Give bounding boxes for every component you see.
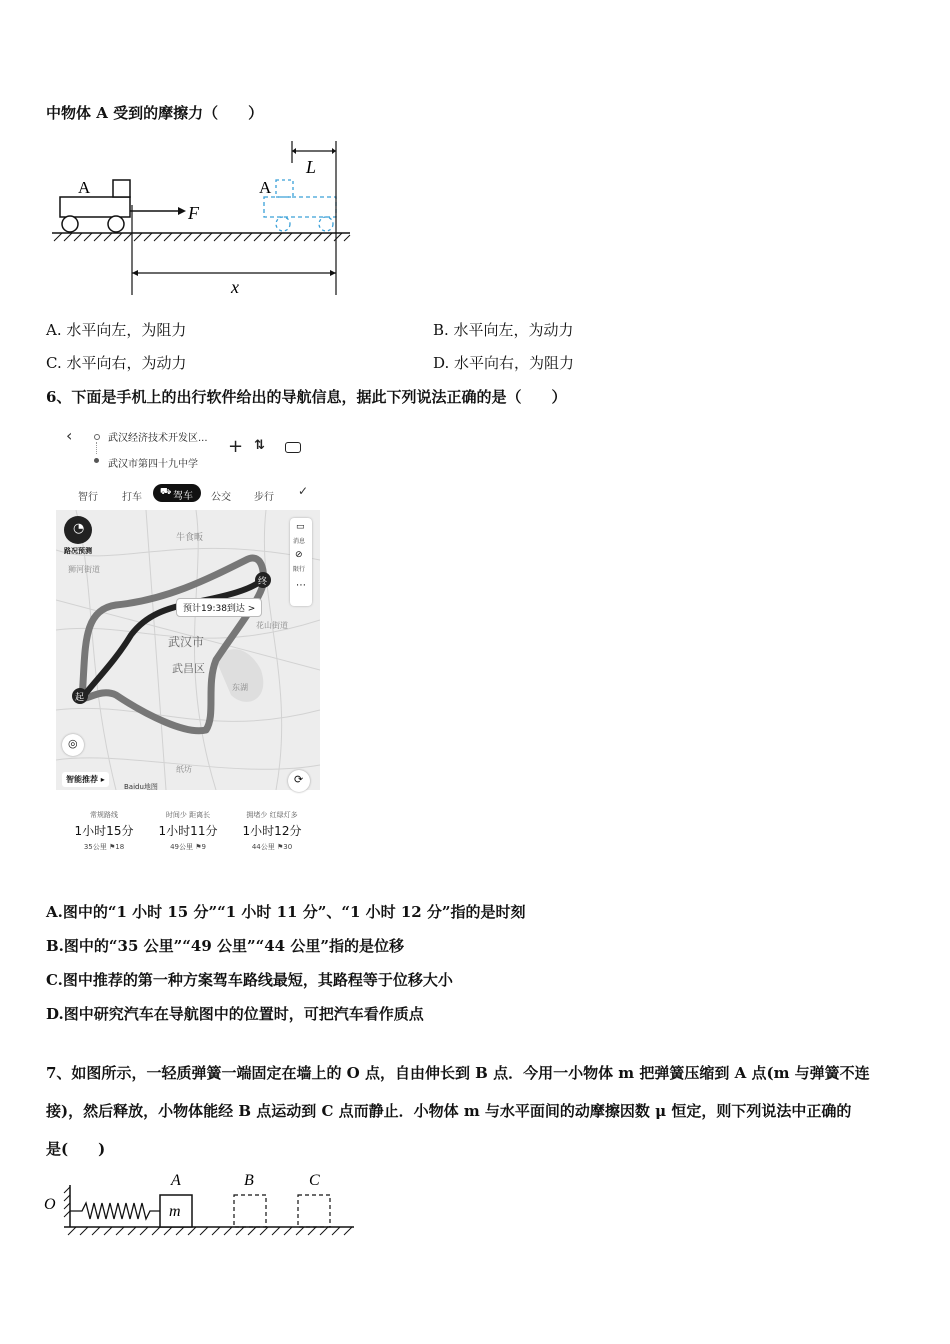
road-status-label: 路况预测 [64, 547, 92, 555]
tab-walk[interactable]: 步行 [254, 492, 274, 503]
route-map[interactable] [56, 510, 320, 790]
tab-drive-label: 驾车 [173, 491, 193, 502]
cart-dashed-body [264, 197, 336, 217]
speedometer-icon[interactable]: ◔ [64, 516, 92, 544]
add-stop-icon[interactable]: + [228, 436, 244, 457]
label-o: O [44, 1196, 56, 1213]
tab-more-icon[interactable]: ✓ [298, 484, 309, 498]
route-info: 35公里 ⚑18 [83, 843, 125, 851]
refresh-icon[interactable]: ⟳ [288, 770, 310, 792]
q5-cart-figure [46, 135, 366, 300]
block-a [113, 180, 130, 197]
back-icon[interactable]: ‹ [66, 426, 73, 445]
map-label: 纸坊 [176, 765, 192, 774]
label-f: F [188, 203, 199, 223]
block-a-dashed [276, 180, 293, 197]
route-time: 1小时15分 [74, 824, 134, 838]
q5-option-d: D. 水平向右，为阻力 [433, 354, 575, 372]
q7-line-2: 接)，然后释放，小物体能经 B 点运动到 C 点而静止．小物体 m 与水平面间的动摩擦因数 μ 恒定，则下列说法中正确的 [46, 1102, 852, 1120]
label-a: A [171, 1172, 181, 1189]
map-label: 牛食畈 [176, 533, 204, 543]
q7-stem [46, 1054, 908, 1168]
restriction-icon[interactable]: ⊘ [295, 550, 303, 560]
map-label: 武汉市 [168, 635, 205, 649]
q6-option-d: D.图中研究汽车在导航图中的位置时，可把汽车看作质点 [46, 1005, 424, 1023]
label-m: m [169, 1203, 181, 1220]
tab-zhixing[interactable]: 智行 [78, 492, 98, 503]
route-card[interactable] [146, 800, 230, 858]
car-icon: ⛟ [160, 487, 172, 497]
label-c: C [309, 1172, 320, 1189]
map-label: 狮河街道 [68, 565, 100, 574]
navigation-screenshot [56, 420, 320, 860]
tab-bus[interactable]: 公交 [211, 492, 231, 503]
swap-icon[interactable]: ⇅ [254, 438, 265, 453]
side-label-message: 消息 [293, 538, 306, 545]
route-time: 1小时12分 [242, 824, 302, 838]
q5-option-b: B. 水平向左，为动力 [433, 321, 574, 339]
label-x: x [231, 277, 239, 297]
route-info: 49公里 ⚑9 [170, 843, 206, 851]
label-l: L [306, 157, 317, 177]
q6-option-b: B.图中的“35 公里”“49 公里”“44 公里”指的是位移 [46, 937, 404, 955]
route-tag: 常规路线 [90, 811, 118, 819]
more-options-icon[interactable] [285, 442, 301, 453]
destination-dot-icon [94, 458, 99, 463]
message-icon[interactable]: ▭ [296, 522, 305, 532]
cart-body [60, 197, 130, 217]
q7-line-1: 7、如图所示，一轻质弹簧一端固定在墙上的 O 点，自由伸长到 B 点．今用一小物体 m 把弹簧压缩到 A 点(m 与弹簧不连 [46, 1064, 870, 1082]
route-tag: 拥堵少 红绿灯多 [246, 811, 298, 819]
route-card[interactable] [62, 800, 146, 858]
label-a2: A [259, 178, 272, 197]
route-cards [62, 800, 314, 858]
locate-icon[interactable]: ◎ [62, 734, 84, 756]
more-icon[interactable]: ⋯ [296, 580, 306, 591]
ground-hatching [68, 1227, 352, 1235]
origin-dot-icon [94, 434, 100, 440]
map-label: 东湖 [232, 683, 248, 692]
q7-line-3: 是( ) [46, 1140, 106, 1158]
route-card[interactable] [230, 800, 314, 858]
tab-drive[interactable] [153, 484, 201, 502]
side-label-restriction: 限行 [293, 566, 306, 573]
map-label: 武昌区 [172, 662, 205, 675]
q6-option-a: A.图中的“1 小时 15 分”“1 小时 11 分”、“1 小时 12 分”指的是时刻 [46, 903, 526, 921]
position-b [234, 1195, 266, 1227]
cart-wheel [62, 216, 78, 232]
label-b: B [244, 1172, 254, 1189]
position-c [298, 1195, 330, 1227]
smart-recommend-button[interactable]: 智能推荐 ▸ [62, 772, 109, 787]
ground-hatching [54, 233, 350, 241]
route-tag: 时间少 距离长 [165, 811, 211, 819]
q6-stem: 6、下面是手机上的出行软件给出的导航信息，据此下列说法正确的是（ ） [46, 388, 567, 406]
origin-field[interactable]: 武汉经济技术开发区... [108, 433, 208, 444]
side-panel [290, 518, 312, 606]
map-label: 花山街道 [256, 621, 288, 630]
q5-intro: 中物体 A 受到的摩擦力（ ） [46, 104, 264, 122]
label-a: A [78, 178, 91, 197]
tab-taxi[interactable]: 打车 [122, 492, 142, 503]
q5-option-a: A. 水平向左，为阻力 [46, 321, 187, 339]
end-marker-label: 终 [258, 577, 268, 587]
q6-option-c: C.图中推荐的第一种方案驾车路线最短，其路程等于位移大小 [46, 971, 453, 989]
route-info: 44公里 ⚑30 [251, 843, 293, 851]
q5-option-c: C. 水平向右，为动力 [46, 354, 187, 372]
destination-field[interactable]: 武汉市第四十九中学 [108, 459, 198, 470]
start-marker-label: 起 [75, 693, 85, 703]
eta-bubble[interactable]: 预计19:38到达 > [176, 598, 262, 617]
brand-logo: Baidu地图 [124, 783, 158, 791]
q7-spring-figure [42, 1165, 362, 1240]
spring [70, 1203, 160, 1219]
route-time: 1小时11分 [158, 824, 218, 838]
cart-wheel [108, 216, 124, 232]
